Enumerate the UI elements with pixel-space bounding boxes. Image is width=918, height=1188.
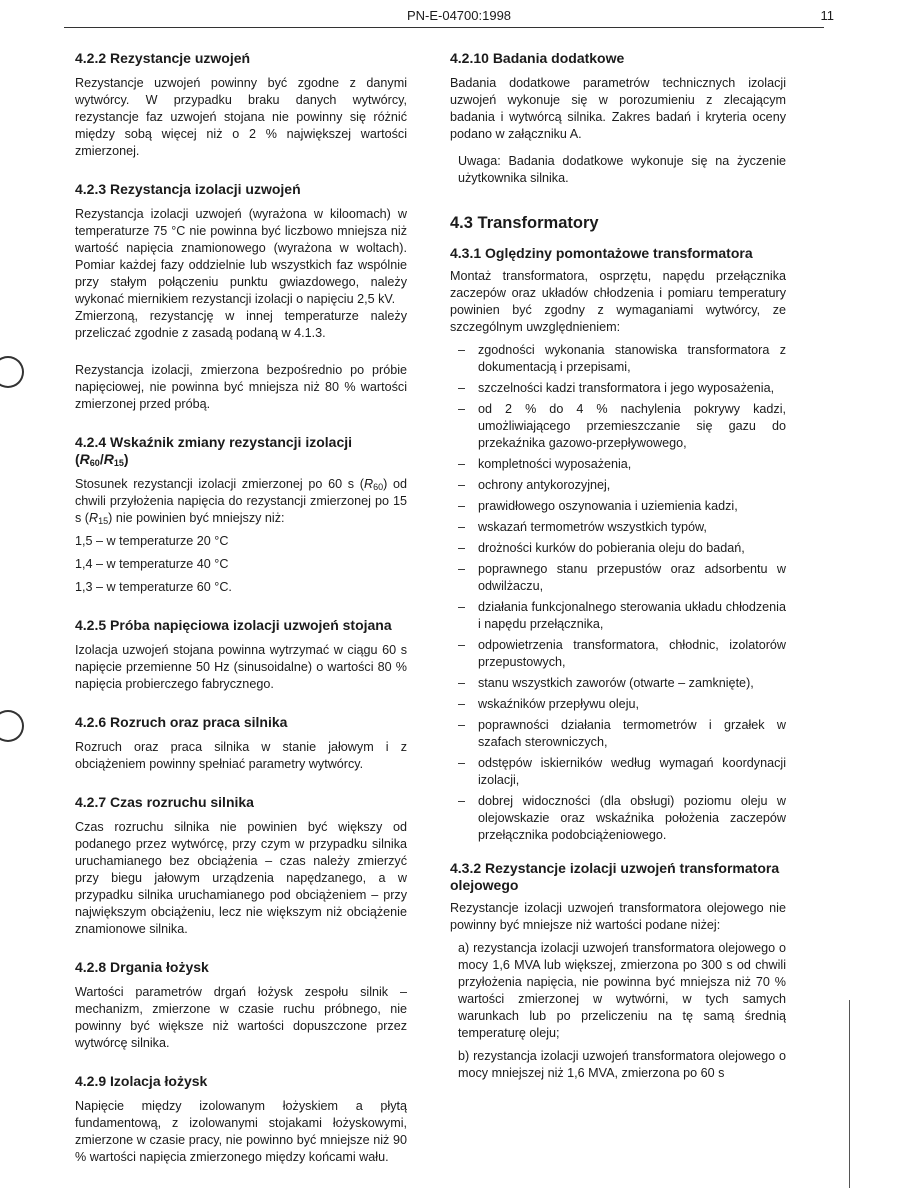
- ratio-line: 1,5 – w temperaturze 20 °C: [75, 534, 229, 548]
- paragraph-4-2-3-b: Zmierzoną, rezystancję w innej temperaturze należy przeliczać zgodnie z zasadą podaną w 4.1.3.: [75, 309, 407, 340]
- list-item: – działania funkcjonalnego sterowania układu chłodzenia i napędu przełącznika,: [458, 600, 786, 631]
- list-item: – dobrej widoczności (dla obsługi) poziomu oleju w olejowskazie oraz wskaźnika położenia zaczepów przełącznika podobciążeniowego.: [458, 794, 786, 842]
- list-item: – odpowietrzenia transformatora, chłodnic, izolatorów przepustowych,: [458, 638, 786, 669]
- paragraph-4-2-3-a: Rezystancja izolacji uzwojeń (wyrażona w kiloomach) w temperaturze 75 °C nie powinna być liczbowo mniejsza niż wartość napięcia znamionowego (wyrażona w woltach). Pomiar każdej fazy oddzielnie lub wszystkich faz wspólnie przy stałym połączeniu punktu gwiazdowego, należy wykonać miernikiem rezystancji izolacji o napięciu 2,5 kV.: [75, 207, 407, 306]
- list-item: – wskaźników przepływu oleju,: [458, 697, 639, 711]
- paragraph-4-3-1-intro: Montaż transformatora, osprzętu, napędu przełącznika zaczepów oraz układów chłodzenia i pomiaru temperatury powinien być zgodny z wymaganiami wytwórcy, ze szczególnym uwzględnieniem:: [450, 269, 786, 334]
- section-heading-4-2-9: 4.2.9 Izolacja łożysk: [75, 1073, 208, 1089]
- section-heading-4-2-3: 4.2.3 Rezystancja izolacji uzwojeń: [75, 181, 301, 197]
- right-column: [450, 28, 786, 1082]
- punch-hole-mark-top: [0, 356, 24, 388]
- list-item: – odstępów iskierników według wymagań koordynacji izolacji,: [458, 756, 786, 787]
- list-item: – poprawności działania termometrów i grzałek w szafach sterowniczych,: [458, 718, 786, 749]
- section-heading-4-3-2: 4.3.2 Rezystancje izolacji uzwojeń transformatora olejowego: [450, 860, 780, 893]
- list-item: – zgodności wykonania stanowiska transformatora z dokumentacją i przepisami,: [458, 343, 786, 374]
- list-item: – wskazań termometrów wszystkich typów,: [458, 520, 707, 534]
- section-heading-4-2-10: 4.2.10 Badania dodatkowe: [450, 50, 625, 66]
- list-item: – kompletności wyposażenia,: [458, 457, 632, 471]
- paragraph-4-3-2-intro: Rezystancje izolacji uzwojeń transformatora olejowego nie powinny być mniejsze niż wartości podane niżej:: [450, 901, 786, 932]
- section-heading-4-2-7: 4.2.7 Czas rozruchu silnika: [75, 794, 254, 810]
- section-heading-4-3-1: 4.3.1 Oględziny pomontażowe transformatora: [450, 245, 753, 261]
- list-item: – szczelności kadzi transformatora i jego wyposażenia,: [458, 381, 775, 395]
- paragraph-4-2-3-c: Rezystancja izolacji, zmierzona bezpośrednio po próbie napięciowej, nie powinna być mniejsza niż 80 % wartości zmierzonej przed próbą.: [75, 363, 407, 411]
- list-item: – stanu wszystkich zaworów (otwarte – zamknięte),: [458, 676, 754, 690]
- paragraph-4-3-2-b: b) rezystancja izolacji uzwojeń transformatora olejowego o mocy mniejszej niż 1,6 MVA, zmierzona po 60 s: [458, 1049, 786, 1080]
- section-heading-4-2-8: 4.2.8 Drgania łożysk: [75, 959, 209, 975]
- page-number: 11: [820, 8, 834, 23]
- list-item: – prawidłowego oszynowania i uziemienia kadzi,: [458, 499, 738, 513]
- section-heading-4-2-4: 4.2.4 Wskaźnik zmiany rezystancji izolacji $(R_{60}/R_{15})$: [75, 434, 353, 468]
- punch-hole-mark-bottom: [0, 710, 24, 742]
- running-header: PN-E-04700:1998: [406, 8, 512, 23]
- ratio-line: 1,4 – w temperaturze 40 °C: [75, 557, 229, 571]
- section-heading-4-2-6: 4.2.6 Rozruch oraz praca silnika: [75, 714, 288, 730]
- note: Uwaga: Badania dodatkowe wykonuje się na życzenie użytkownika silnika.: [458, 154, 786, 185]
- paragraph-4-2-4: Stosunek rezystancji izolacji zmierzonej po 60 s $(R_{60})$ od chwili przyłożenia napięcia do rezystancji zmierzonej po 15 s $(R_{15})$ nie powinien być mniejszy niż:: [75, 477, 407, 526]
- paragraph-4-3-2-a: a) rezystancja izolacji uzwojeń transformatora olejowego o mocy 1,6 MVA lub większej, zmierzona po 300 s od chwili przyłożenia napięcia, nie powinna być mniejsza niż 70 % wartości zmierzonej w wytwórni, w tych samych warunkach lub po przeliczeniu na tę samą średnią temperaturę oleju;: [458, 941, 786, 1040]
- list-item: – ochrony antykorozyjnej,: [458, 478, 611, 492]
- list-item: – od 2 % do 4 % nachylenia pokrywy kadzi, umożliwiającego przemieszczanie się gazu do przekaźnika gazowo-przepływowego,: [458, 402, 786, 450]
- ratio-line: 1,3 – w temperaturze 60 °C.: [75, 580, 232, 594]
- paragraph-4-2-6: Rozruch oraz praca silnika w stanie jałowym i z obciążeniem powinny spełniać parametry wytwórcy.: [75, 740, 407, 771]
- paragraph-4-2-8: Wartości parametrów drgań łożysk zespołu silnik – mechanizm, zmierzone w czasie ruchu próbnego, nie powinny być większe niż wartości dopuszczone przez wytwórcę silnika.: [75, 985, 407, 1050]
- paragraph-4-2-2: Rezystancje uzwojeń powinny być zgodne z danymi wytwórcy. W przypadku braku danych wytwórcy, rezystancje faz uzwojeń stojana nie powinny się różnić między sobą więcej niż o 2 % największej wartości zmierzonej.: [75, 76, 407, 158]
- section-heading-4-3: 4.3 Transformatory: [450, 214, 599, 232]
- section-heading-4-2-5: 4.2.5 Próba napięciowa izolacji uzwojeń stojana: [75, 617, 392, 633]
- paragraph-4-2-10: Badania dodatkowe parametrów technicznych izolacji uzwojeń wykonuje się w porozumieniu z zlecającym badania i wytwórcą silnika. Zakres badań i kryteria oceny podano w załączniku A.: [450, 76, 786, 141]
- left-column: [75, 28, 407, 1166]
- list-item: – drożności kurków do pobierania oleju do badań,: [458, 541, 745, 555]
- inspection-list: [450, 342, 786, 844]
- section-heading-4-2-2: 4.2.2 Rezystancje uzwojeń: [75, 50, 251, 66]
- list-item: – poprawnego stanu przepustów oraz adsorbentu w odwilżaczu,: [458, 562, 786, 593]
- paragraph-4-2-7: Czas rozruchu silnika nie powinien być większy od podanego przez wytwórcę, przy czym w przypadku silnika uruchamianego bez obciążenia – czas należy zmierzyć przy biegu jałowym urządzenia napędzanego, a w przypadku silnika uruchamianego pod obciążeniem – przy największym obciążeniu, lecz nie większym niż obciążenie znamionowe silnika.: [75, 820, 407, 936]
- paragraph-4-2-5: Izolacja uzwojeń stojana powinna wytrzymać w ciągu 60 s napięcie przemienne 50 Hz (sinusoidalne) o wartości 80 % napięcia probierczego fabrycznego.: [75, 643, 407, 691]
- paragraph-4-2-9: Napięcie między izolowanym łożyskiem a płytą fundamentową, z izolowanymi stojakami łożyskowymi, zmierzone w czasie pracy, nie powinno być mniejsze niż 90 % wartości napięcia zmierzonego między końcami wału.: [75, 1099, 407, 1164]
- right-edge-line: [849, 1000, 850, 1188]
